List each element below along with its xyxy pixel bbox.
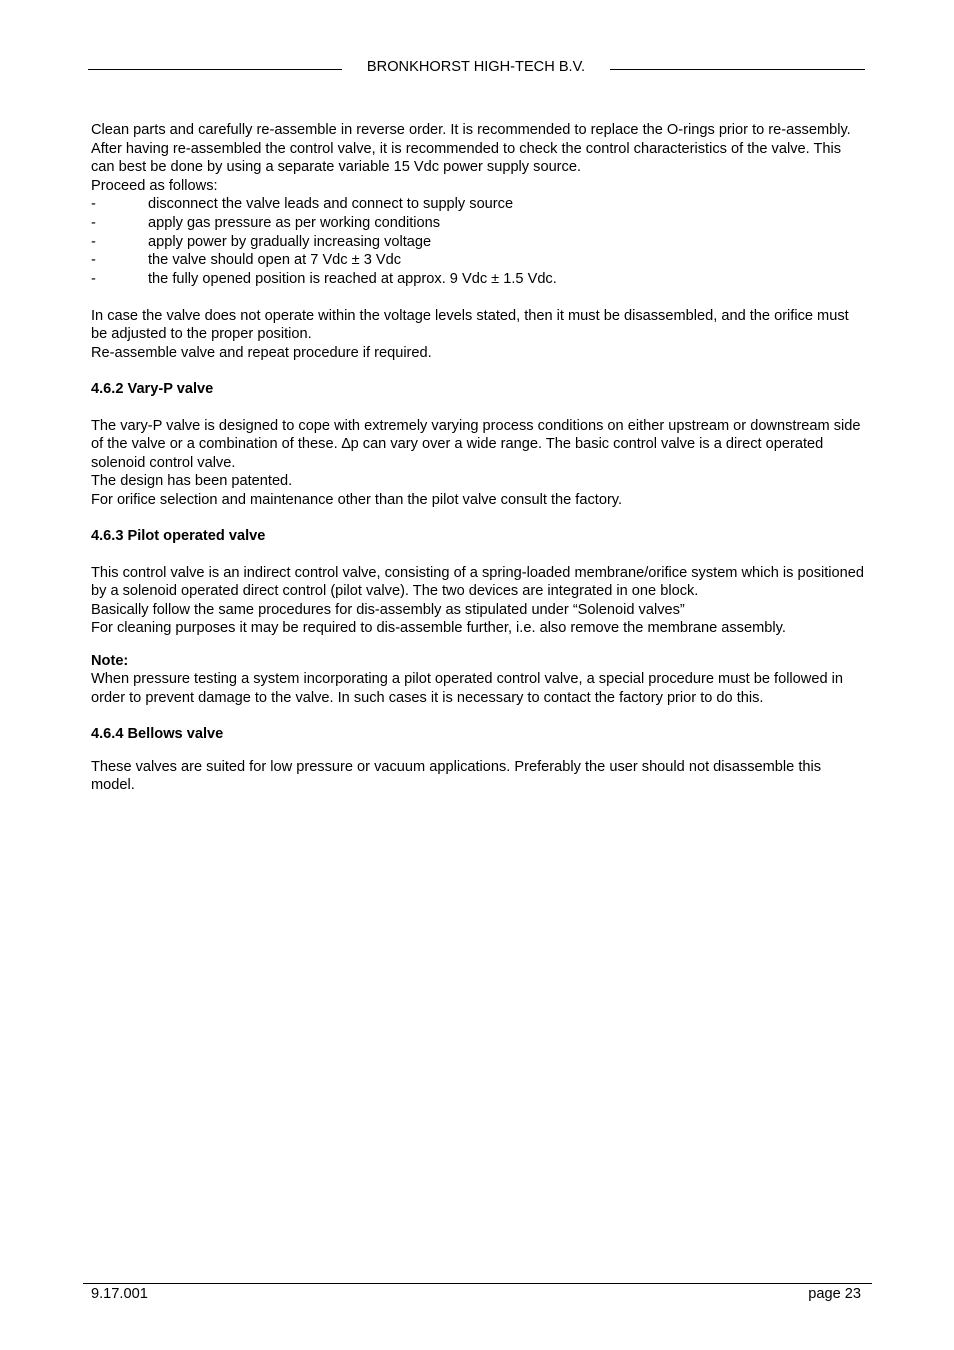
vary-p-paragraph-1: The vary-P valve is designed to cope with extremely varying process conditions on either upstream or downstream side of the valve or a combination of these. ∆p can vary over a wide range. The basic control valve is a direct operated solenoid control valve. <box>91 417 861 471</box>
section-heading-bellows: 4.6.4 Bellows valve <box>91 726 224 743</box>
intro-paragraph-1: Clean parts and carefully re-assemble in reverse order. It is recommended to replace the O-rings prior to re-assembly. <box>91 122 851 138</box>
header-rule-left <box>88 69 342 70</box>
page-content <box>91 121 866 795</box>
list-item <box>91 195 866 214</box>
pilot-paragraph-2: Basically follow the same procedures for dis-assembly as stipulated under “Solenoid valves” <box>91 601 685 618</box>
note-text: When pressure testing a system incorporating a pilot operated control valve, a special procedure must be followed in order to prevent damage to the valve. In such cases it is necessary to contact the factory prior to do this. <box>91 671 843 706</box>
header-rule-right <box>610 69 865 70</box>
list-dash: - <box>91 196 96 212</box>
list-item <box>91 270 866 289</box>
footer-page-number: page 23 <box>808 1286 861 1302</box>
bellows-paragraph-1: These valves are suited for low pressure or vacuum applications. Preferably the user should not disassemble this model. <box>91 758 822 794</box>
list-item-text: apply power by gradually increasing voltage <box>148 233 432 250</box>
list-item <box>91 233 866 252</box>
list-dash: - <box>91 252 96 269</box>
header-title: BRONKHORST HIGH-TECH B.V. <box>366 59 586 75</box>
list-item-text: the valve should open at 7 Vdc ± 3 Vdc <box>148 252 402 269</box>
section-heading-vary-p: 4.6.2 Vary-P valve <box>91 381 214 398</box>
footer-doc-number: 9.17.001 <box>91 1286 148 1302</box>
vary-p-paragraph-3: For orifice selection and maintenance other than the pilot valve consult the factory. <box>91 491 623 508</box>
section-heading-pilot: 4.6.3 Pilot operated valve <box>91 528 266 545</box>
procedure-steps-list <box>91 195 866 289</box>
list-dash: - <box>91 214 96 231</box>
list-item-text: apply gas pressure as per working conditions <box>148 214 441 231</box>
pilot-paragraph-1: This control valve is an indirect control valve, consisting of a spring-loaded membrane/orifice system which is positioned by a solenoid operated direct control (pilot valve). The two devices are integrated in one block. <box>91 564 865 600</box>
vary-p-paragraph-2: The design has been patented. <box>91 473 293 490</box>
pilot-paragraph-3: For cleaning purposes it may be required to dis-assemble further, i.e. also remove the membrane assembly. <box>91 620 786 637</box>
list-item <box>91 214 866 233</box>
intro-paragraph-4: In case the valve does not operate within the voltage levels stated, then it must be disassembled, and the orifice must be adjusted to the proper position. <box>91 307 849 343</box>
intro-paragraph-3: Proceed as follows: <box>91 177 218 194</box>
page-header <box>88 58 865 78</box>
list-item-text: the fully opened position is reached at approx. 9 Vdc ± 1.5 Vdc. <box>148 271 557 288</box>
note-label: Note: <box>91 652 129 669</box>
intro-paragraph-5: Re-assemble valve and repeat procedure if required. <box>91 344 432 361</box>
list-item <box>91 251 866 270</box>
intro-paragraph-2: After having re-assembled the control valve, it is recommended to check the control characteristics of the valve. This can best be done by using a separate variable 15 Vdc power supply source. <box>91 140 842 175</box>
list-dash: - <box>91 271 96 288</box>
list-item-text: disconnect the valve leads and connect to supply source <box>148 196 514 212</box>
footer-rule <box>83 1283 872 1284</box>
list-dash: - <box>91 233 96 250</box>
